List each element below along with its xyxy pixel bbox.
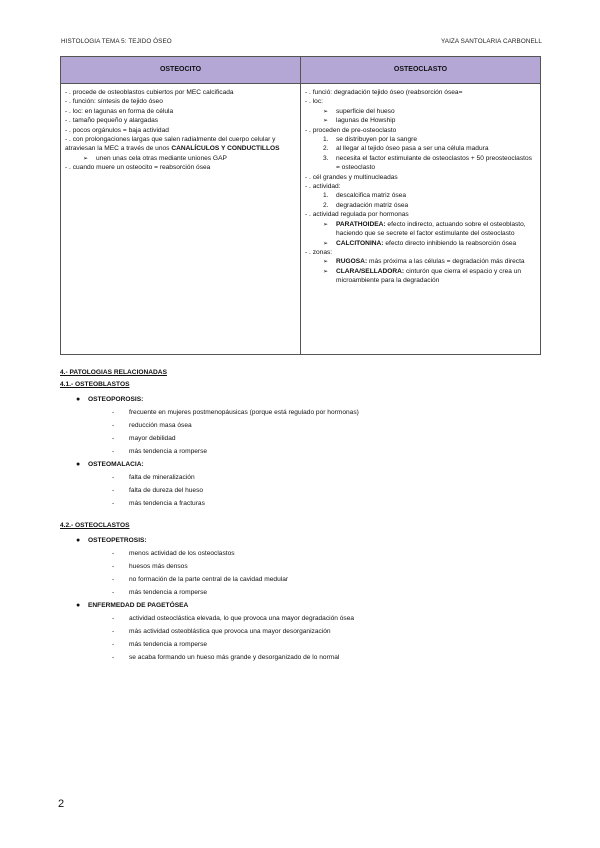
osteoclasto-num-line: [305, 201, 536, 210]
osteoclasto-arrow-line: [305, 267, 536, 286]
arrow-marker: ➢: [83, 154, 89, 162]
col1-header: OSTEOCITO: [61, 57, 301, 84]
disease-name: OSTEOPOROSIS:: [88, 396, 144, 403]
comparison-table: [60, 56, 541, 355]
list-text: huesos más densos: [129, 563, 188, 570]
arrow-marker: ➢: [323, 220, 329, 228]
list-text: actividad osteoclástica elevada, lo que provoca una mayor degradación ósea: [129, 615, 355, 622]
list-item: [60, 406, 359, 419]
num-marker: 2.: [323, 201, 329, 209]
osteoclasto-text: [336, 257, 536, 266]
col2-header: OSTEOCLASTO: [301, 57, 541, 84]
list-text: mayor debilidad: [129, 435, 176, 442]
osteoclasto-line: - . cél grandes y multinucleadas: [305, 173, 398, 181]
list-item: [60, 651, 354, 664]
list-text: más tendencia a romperse: [129, 589, 208, 596]
header-right: YAIZA SANTOLARIA CARBONELL: [440, 38, 542, 45]
list-text: más tendencia a romperse: [129, 641, 208, 648]
dash-marker: -: [112, 563, 115, 570]
list-text: falta de dureza del hueso: [129, 487, 204, 494]
list-item: [60, 497, 359, 510]
osteoclasto-text: al llegar al tejido óseo pasa a ser una célula madura: [336, 145, 489, 153]
arrow-marker: ➢: [323, 239, 329, 247]
list-text: más actividad osteoblástica que provoca una mayor desorganización: [129, 628, 331, 635]
osteocito-bold: CANALÍCULOS Y CONDUCTILLOS: [171, 145, 280, 153]
osteocito-line: - . cuando muere un osteocito = reabsorción ósea: [65, 164, 211, 172]
dash-marker: -: [112, 409, 115, 416]
disease-name: OSTEOPETROSIS:: [88, 537, 147, 544]
bullet-icon: ●: [76, 602, 81, 609]
list-item: [60, 445, 359, 458]
list-item: [60, 586, 354, 599]
osteoclasto-arrow-line: [305, 116, 536, 125]
osteoclasto-arrow-line: [305, 220, 536, 239]
osteocito-text: unen unas cela otras mediante uniones GAP: [96, 154, 227, 162]
osteoclasto-text: necesita el factor estimulante de osteoclastos + 50 preosteoclastos = osteoclasto: [336, 154, 532, 172]
osteoclasto-text: superficie del hueso: [336, 107, 395, 115]
dash-marker: -: [112, 628, 115, 635]
osteoclasto-line: - . funció: degradación tejido óseo (reabsorción ósea=: [305, 89, 463, 96]
osteoclasto-line: - . actividad regulada por hormonas: [305, 211, 409, 219]
num-marker: 1.: [323, 192, 329, 200]
zone-desc: cinturón que cierra el espacio y crea un microambiente para la degradación: [336, 267, 522, 285]
dash-marker: -: [112, 641, 115, 648]
list-text: más tendencia a fracturas: [129, 500, 205, 507]
list-item: [60, 393, 359, 406]
osteocito-line: - . pocos orgánulos = baja actividad: [65, 126, 169, 134]
dash-marker: -: [112, 654, 115, 661]
osteoclasto-arrow-line: [305, 107, 536, 116]
dash-marker: -: [112, 615, 115, 622]
section-title: 4.- PATOLOGIAS RELACIONADAS: [60, 369, 167, 376]
list-item: [60, 432, 359, 445]
dash-marker: -: [112, 487, 115, 494]
list-item: [60, 625, 354, 638]
section-4-2: [60, 522, 354, 664]
osteocito-cell: [61, 84, 301, 355]
osteocito-line: - . loc: en lagunas en forma de célula: [65, 107, 174, 115]
dash-marker: -: [112, 435, 115, 442]
subsection-title: 4.1.- OSTEOBLASTOS: [60, 381, 130, 388]
osteocito-text: - . con prolongaciones largas que salen radialmente del cuerpo celular y atraviesan la MEC a través de unos: [65, 136, 276, 153]
osteoclasto-text: lagunas de Howship: [336, 117, 396, 125]
osteoclasto-text: [336, 267, 536, 286]
hormone-desc: efecto indirecto, actuando sobre el osteoblasto, haciendo que se secrete el factor estimulante del osteoclasto: [336, 220, 526, 238]
osteoclasto-line: - . loc:: [305, 98, 323, 106]
page-number: 2: [58, 798, 65, 810]
list-item: [60, 471, 359, 484]
header-left: HISTOLOGIA TEMA 5: TEJIDO ÓSEO: [61, 38, 172, 45]
disease-name: OSTEOMALACIA:: [88, 461, 144, 468]
osteoclasto-num-line: [305, 191, 536, 200]
num-marker: 3.: [323, 154, 329, 162]
disease-name: ENFERMEDAD DE PAGETÓSEA: [88, 602, 189, 609]
osteoclasto-text: [336, 220, 536, 239]
osteoclasto-arrow-line: [305, 257, 536, 266]
list-item: [60, 534, 354, 547]
osteoclasto-line: - . zonas:: [305, 248, 333, 256]
list-item: [60, 612, 354, 625]
num-marker: 2.: [323, 145, 329, 153]
osteoclasto-arrow-line: [305, 239, 536, 248]
dash-marker: -: [112, 500, 115, 507]
list-text: reducción masa ósea: [129, 422, 192, 429]
bullet-icon: ●: [76, 537, 81, 544]
arrow-marker: ➢: [323, 258, 329, 266]
list-text: falta de mineralización: [129, 474, 195, 481]
list-item: [60, 599, 354, 612]
list-text: menos actividad de los osteoclastos: [129, 550, 235, 557]
osteocito-line: [65, 135, 296, 154]
list-item: [60, 560, 354, 573]
list-item: [60, 458, 359, 471]
osteoclasto-num-line: [305, 135, 536, 144]
osteoclasto-cell: [301, 84, 541, 355]
arrow-marker: ➢: [323, 107, 329, 115]
osteoclasto-text: [336, 239, 536, 248]
osteocito-line: - . tamaño pequeño y alargadas: [65, 117, 159, 125]
hormone-name: PARATHOIDEA:: [336, 220, 386, 228]
hormone-name: CALCITONINA:: [336, 239, 384, 247]
list-text: frecuente en mujeres postmenopáusicas (porque está regulado por hormonas): [129, 409, 359, 416]
zone-name: RUGOSA:: [336, 258, 368, 266]
list-text: más tendencia a romperse: [129, 448, 208, 455]
zone-name: CLARA/SELLADORA:: [336, 267, 405, 275]
dash-marker: -: [112, 550, 115, 557]
num-marker: 1.: [323, 136, 329, 144]
dash-marker: -: [112, 576, 115, 583]
dash-marker: -: [112, 474, 115, 481]
osteoclasto-text: degradación matriz ósea: [336, 201, 409, 209]
dash-marker: -: [112, 589, 115, 596]
list-text: no formación de la parte central de la cavidad medular: [129, 576, 289, 583]
list-item: [60, 638, 354, 651]
hormone-desc: efecto directo inhibiendo la reabsorción ósea: [385, 239, 517, 247]
list-item: [60, 484, 359, 497]
osteoclasto-text: descalcifica matriz ósea: [336, 192, 406, 200]
list-text: se acaba formando un hueso más grande y desorganizado de lo normal: [129, 654, 340, 661]
zone-desc: más próxima a las células = degradación más directa: [368, 258, 525, 266]
osteoclasto-text: se distribuyen por la sangre: [336, 136, 418, 144]
bullet-icon: ●: [76, 396, 81, 403]
dash-marker: -: [112, 422, 115, 429]
list-item: [60, 547, 354, 560]
arrow-marker: ➢: [323, 117, 329, 125]
osteocito-line: - . función: síntesis de tejido óseo: [65, 98, 163, 106]
list-item: [60, 573, 354, 586]
osteoclasto-num-line: [305, 154, 536, 173]
osteoclasto-num-line: [305, 144, 536, 153]
arrow-marker: ➢: [323, 267, 329, 275]
subsection-title: 4.2.- OSTEOCLASTOS: [60, 522, 130, 529]
section-4: [60, 369, 359, 510]
list-item: [60, 419, 359, 432]
osteoclasto-line: - . actividad:: [305, 183, 341, 191]
dash-marker: -: [112, 448, 115, 455]
osteocito-arrow-line: [65, 154, 296, 163]
osteocito-line: - . procede de osteoblastos cubiertos por MEC calcificada: [65, 89, 234, 96]
bullet-icon: ●: [76, 461, 81, 468]
osteoclasto-line: - . proceden de pre-osteoclasto: [305, 126, 397, 134]
